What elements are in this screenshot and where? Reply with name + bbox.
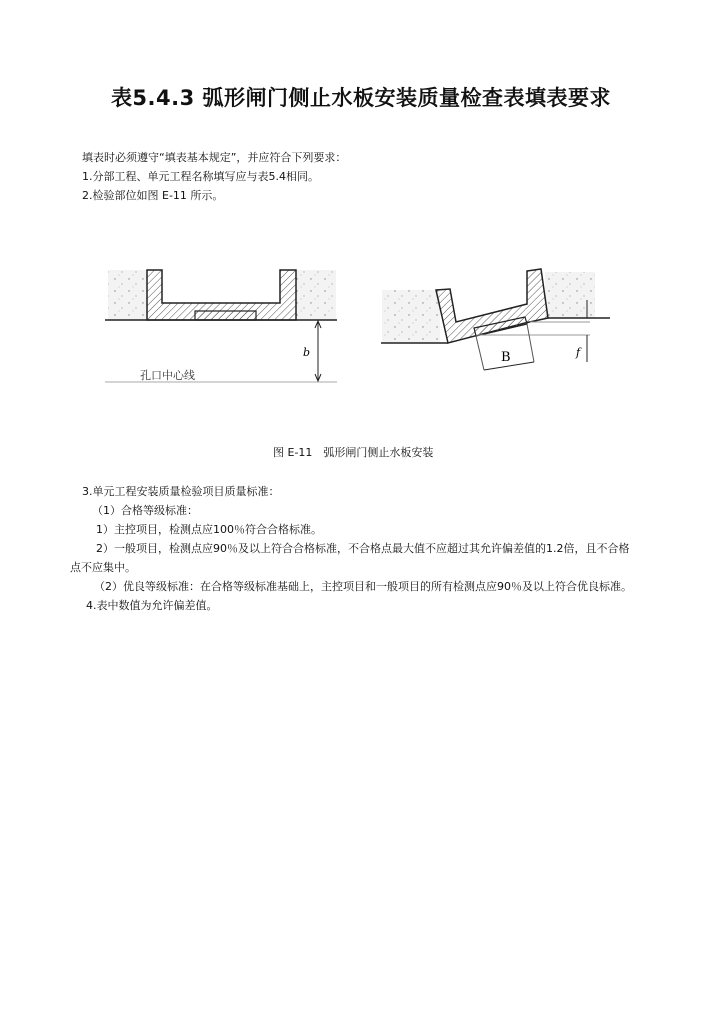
left-diagram (105, 270, 337, 382)
item-3-1-2: 2）一般项目，检测点应90％及以上符合合格标准，不合格点最大值不应超过其允许偏差值的1.2倍，且不合格 (96, 542, 630, 555)
label-b: b (303, 346, 311, 359)
label-f: f (576, 346, 581, 359)
item-4: 4.表中数值为允许偏差值。 (86, 599, 218, 612)
item-3: 3.单元工程安装质量检验项目质量标准： (82, 485, 280, 498)
item-3-1-1: 1）主控项目，检测点应100％符合合格标准。 (96, 523, 322, 536)
item-3-1: （1）合格等级标准： (92, 504, 198, 517)
item-3-2: （2）优良等级标准：在合格等级标准基础上，主控项目和一般项目的所有检测点应90％及以上符合优良标准。 (94, 580, 632, 593)
page-title: 表5.4.3 弧形闸门侧止水板安装质量检查表填表要求 (110, 86, 612, 110)
centerline-label: 孔口中心线 (140, 369, 195, 382)
label-B: B (501, 350, 511, 365)
right-diagram (381, 269, 610, 370)
figure-e11 (0, 0, 722, 470)
figure-caption: 图 E-11 弧形闸门侧止水板安装 (273, 446, 434, 459)
item-1: 1.分部工程、单元工程名称填写应与表5.4相同。 (82, 170, 319, 183)
intro-text: 填表时必须遵守“填表基本规定”，并应符合下列要求： (82, 151, 347, 164)
item-3-1-2-cont: 点不应集中。 (70, 561, 136, 574)
item-2: 2.检验部位如图 E-11 所示。 (82, 189, 224, 202)
